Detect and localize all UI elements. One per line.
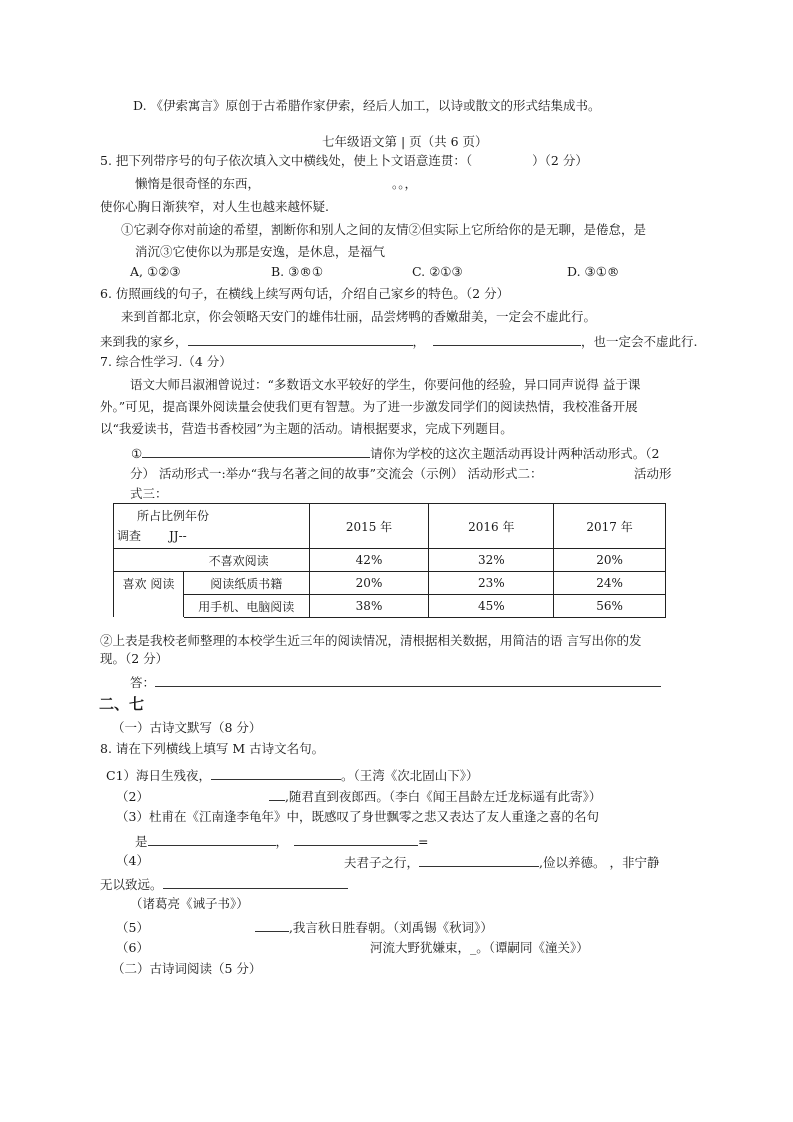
row-group-like: 喜欢 阅读 — [114, 572, 184, 618]
header-left: 调查 — [117, 529, 142, 543]
row-label-digital: 用手机、电脑阅读 — [183, 595, 309, 618]
q7-sub-1 — [131, 444, 659, 462]
poem-5-text: ,我言秋日胜春朝。（刘禹锡《秋词》） — [288, 920, 493, 935]
q7-sub-1-num: ① — [131, 446, 143, 461]
q6-comma: ， — [412, 334, 426, 349]
q5-sentences-1: ①它剥夺你对前途的希望，割断你和别人之间的友情②但实际上它所给你的是无聊，是倦怠，是 — [121, 222, 647, 237]
q7-sub-2: ②上表是我校老师整理的本校学生近三年的阅读情况，清根据相关数据，用简洁的语 言写出你的发 — [100, 633, 642, 648]
q6-blank-1[interactable] — [188, 332, 413, 346]
poem-3-answer — [135, 832, 429, 850]
table-cell: 56% — [554, 595, 666, 618]
q5-passage-a2: 。。， — [392, 176, 418, 191]
q7-activities-tail: 活动形 — [634, 466, 672, 481]
q5-option-b: B. ③®① — [271, 264, 324, 279]
poem-3-is: 是 — [135, 834, 148, 849]
q6-blank-2[interactable] — [433, 332, 581, 346]
q7-title: 7. 综合性学习.（4 分） — [100, 354, 232, 369]
poem-6-text: 河流大野犹嫌束，_。（谭嗣同《潼关》） — [370, 940, 589, 955]
q6-example: 来到首都北京，你会领略天安门的雄伟壮丽，品尝烤鸭的香嫩甜美，一定会不虚此行。 — [121, 309, 597, 324]
q7-activities: 分） 活动形式一:举办“我与名著之间的故事”交流会（示例） 活动形式二： — [130, 466, 543, 481]
header-year-2015: 2015 年 — [309, 504, 429, 549]
table-row — [114, 572, 666, 595]
header-year-2017: 2017 年 — [554, 504, 666, 549]
poem-2-suffix: ,随君直到夜郎西。（李白《闻王昌龄左迁龙标遥有此寄》） — [284, 789, 602, 804]
table-cell: 20% — [554, 549, 666, 572]
row-label-paper: 阅读纸质书籍 — [183, 572, 309, 595]
poem-3-end: = — [418, 834, 429, 849]
q5-sentences-2: 消沉③它使你以为那是安逸，是休息，是福气 — [135, 244, 386, 259]
table-cell: 45% — [429, 595, 554, 618]
poem-3: （3）杜甫在《江南逢李龟年》中，既感叹了身世飘零之悲又表达了友人重逢之喜的名句 — [116, 809, 599, 824]
q5-score: ）（2 分） — [532, 153, 588, 168]
header-year-2016: 2016 年 — [429, 504, 554, 549]
poem-6-num: （6） — [116, 940, 149, 955]
table-cell: 20% — [309, 572, 429, 595]
reading-survey-table — [113, 503, 666, 618]
row-label-dislike: 不喜欢阅读 — [114, 549, 310, 572]
q5-option-c: C. ②①③ — [412, 264, 463, 279]
poem-5 — [116, 918, 493, 936]
table-row — [114, 549, 666, 572]
poem-1-suffix: 。（王湾《次北固山下》） — [341, 768, 479, 783]
table-cell: 32% — [429, 549, 554, 572]
table-cell: 23% — [429, 572, 554, 595]
q7-para-2: 外。”可见，提高课外阅读量会使我们更有智慧。为了进一步激发同学们的阅读热情，我校准备开展 — [100, 399, 638, 414]
q7-answer — [130, 673, 661, 691]
q5-passage-b: 使你心胸日渐狭窄，对人生也越来越怀疑. — [100, 199, 329, 214]
q5-passage-a: 懒惰是很奇怪的东西， — [135, 176, 261, 191]
poem-4-blank[interactable] — [419, 853, 539, 867]
poem-3-comma: ， — [275, 834, 289, 849]
poem-4-num: （4） — [116, 853, 149, 868]
page-footer: 七年级语文第 | 页（共 6 页） — [322, 134, 488, 149]
q7-para-1: 语文大师吕淑湘曾说过：“多数语文水平较好的学生，你要问他的经验，异口同声说得 益于课 — [130, 377, 641, 392]
q5-title-text: 5. 把下列带序号的句子依次填入文中横线处，使上卜文语意连贯：（ — [100, 153, 473, 168]
poem-4-line2: 无以致远。 — [100, 877, 163, 892]
q6-suffix: ，也一定会不虚此行. — [581, 334, 698, 349]
q5-title — [100, 153, 588, 169]
poem-4-tail: ,俭以养德。 ，非宁静 — [539, 855, 660, 870]
q7-activity-3: 式三： — [130, 486, 168, 501]
q7-sub-1-text: 请你为学校的这次主题活动再设计两种活动形式。（2 — [370, 446, 660, 461]
q7-sub-2-score: 现。（2 分） — [100, 651, 169, 666]
poem-1-prefix: C1）海日生残夜， — [106, 768, 212, 783]
q5-option-a: A, ①②③ — [130, 264, 181, 279]
section-2-heading: 二、七 — [99, 695, 145, 713]
header-top: 所占比例年份 — [137, 509, 210, 523]
q8-title: 8. 请在下列横线上填写 M 古诗文名句。 — [100, 741, 325, 756]
q6-answer-line — [100, 332, 698, 350]
table-row — [114, 595, 666, 618]
poem-4-cont — [100, 875, 348, 893]
q7-para-3: 以“我爱读书，营造书香校园”为主题的活动。请根据要求，完成下列题目。 — [100, 421, 513, 436]
section-2-part-2: （二）古诗词阅读（5 分） — [112, 961, 262, 976]
poem-4-text: 夫君子之行， — [344, 855, 420, 870]
q7-blank-activity[interactable] — [142, 444, 370, 458]
q7-answer-blank[interactable] — [155, 673, 661, 687]
poem-3-blank-1[interactable] — [148, 832, 276, 846]
poem-5-num: （5） — [116, 920, 149, 935]
poem-2-prefix: （2） — [116, 789, 149, 804]
q6-title: 6. 仿照画线的句子，在横线上续写两句话，介绍自己家乡的特色。（2 分） — [100, 286, 510, 301]
poem-4-source: （诸葛亮《诫子书》） — [130, 896, 249, 911]
poem-2-blank[interactable] — [269, 787, 285, 801]
poem-4-blank-2[interactable] — [163, 875, 348, 889]
q5-option-d: D. ③①® — [567, 264, 620, 279]
table-cell: 38% — [309, 595, 429, 618]
poem-3-blank-2[interactable] — [294, 832, 418, 846]
poem-1-blank[interactable] — [211, 766, 341, 780]
section-2-part-1: （一）古诗文默写（8 分） — [112, 720, 262, 735]
poem-4 — [344, 853, 659, 871]
poem-5-blank[interactable] — [255, 918, 289, 932]
table-header-corner — [114, 504, 310, 549]
q4-option-d: D. 《伊索寓言》原创于古希腊作家伊索，经后人加工，以诗或散文的形式结集成书。 — [133, 98, 601, 113]
table-cell: 42% — [309, 549, 429, 572]
q6-prefix: 来到我的家乡， — [100, 334, 188, 349]
q7-answer-label: 答： — [130, 675, 156, 690]
header-mid: JJ-- — [169, 529, 187, 543]
poem-2 — [116, 787, 601, 805]
table-cell: 24% — [554, 572, 666, 595]
poem-1 — [106, 766, 479, 784]
